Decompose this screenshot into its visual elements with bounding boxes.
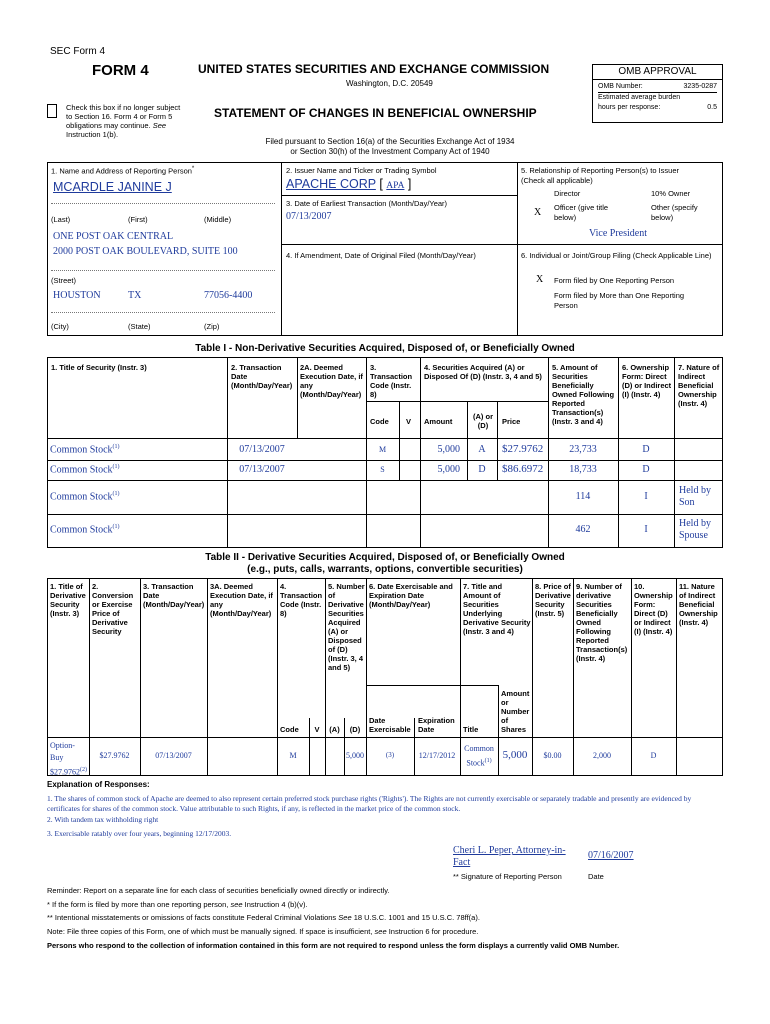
no-longer-subject-checkbox[interactable] bbox=[47, 104, 57, 118]
note-4: Persons who respond to the collection of information contained in this form are not required to respond unless the form displays a currently valid OMB Number. bbox=[47, 941, 620, 950]
t1-row4-owned: 462 bbox=[575, 524, 591, 535]
omb-title: OMB APPROVAL bbox=[593, 65, 722, 80]
last-label: (Last) bbox=[51, 215, 71, 224]
amendment-label: 4. If Amendment, Date of Original Filed (Month/Day/Year) bbox=[286, 251, 476, 260]
state-value: TX bbox=[128, 290, 142, 301]
t1-row1-date: 07/13/2007 bbox=[239, 444, 285, 455]
t2-h5: 5. Number of Derivative Securities Acquired (A) or Disposed of (D) (Instr. 3, 4 and 5) bbox=[328, 582, 365, 672]
checkbox-instructions: Check this box if no longer subject to Section 16. Form 4 or Form 5 obligations may continue. See Instruction 1(b). bbox=[66, 103, 181, 139]
sec-form-label: SEC Form 4 bbox=[50, 46, 106, 57]
signature-date: 07/16/2007 bbox=[588, 850, 634, 861]
t1-row2-owned: 18,733 bbox=[569, 464, 597, 475]
t1-ad: (A) or (D) bbox=[473, 412, 493, 430]
first-label: (First) bbox=[128, 215, 148, 224]
director-option[interactable]: Director bbox=[554, 189, 581, 198]
street-label: (Street) bbox=[51, 276, 77, 285]
footnote-2: 2. With tandem tax withholding right bbox=[47, 815, 159, 824]
t1-row3-form: I bbox=[644, 491, 648, 502]
more-persons-option[interactable]: Form filed by More than One Reporting Person bbox=[554, 291, 685, 310]
zip-value: 77056-4400 bbox=[204, 290, 253, 301]
t2-h10: 10. Ownership Form: Direct (D) or Indirect (I) (Instr. 4) bbox=[634, 582, 673, 636]
t2-row-exercisable: (3) bbox=[385, 751, 395, 759]
filing-check-mark: X bbox=[536, 274, 544, 285]
officer-option[interactable]: Officer (give title below) bbox=[554, 203, 609, 222]
t2-h3a: 3A. Deemed Execution Date, if any (Month/Day/Year) bbox=[210, 582, 273, 618]
location: Washington, D.C. 20549 bbox=[346, 79, 433, 88]
t1-row3-nature: Held by Son bbox=[679, 485, 711, 508]
t1-row2-amount: 5,000 bbox=[437, 464, 460, 475]
t1-h3: 3. Transaction Code (Instr. 8) bbox=[370, 363, 413, 399]
t1-h2a: 2A. Deemed Execution Date, if any (Month/Day/Year) bbox=[300, 363, 363, 399]
t1-row4-nature: Held by Spouse bbox=[679, 518, 711, 541]
t1-h4: 4. Securities Acquired (A) or Disposed Of (D) (Instr. 3, 4 and 5) bbox=[424, 363, 542, 381]
signature-label: ** Signature of Reporting Person bbox=[453, 872, 562, 881]
t2-h9: 9. Number of derivative Securities Beneficially Owned Following Reported Transaction(s) (Instr. 4) bbox=[576, 582, 628, 663]
t2-row-expiration: 12/17/2012 bbox=[418, 751, 456, 760]
footnote-3: 3. Exercisable ratably over four years, beginning 12/17/2003. bbox=[47, 829, 232, 838]
ten-percent-owner-option[interactable]: 10% Owner bbox=[651, 189, 691, 198]
t2-row-underlying-title: Common Stock$^{(1)}$ bbox=[464, 744, 494, 768]
officer-title: Vice President bbox=[589, 228, 647, 239]
omb-number-label: OMB Number: bbox=[598, 83, 643, 90]
t2-h7: 7. Title and Amount of Securities Underlying Derivative Security (Instr. 3 and 4) bbox=[463, 582, 531, 636]
t2-date-exercisable: Date Exercisable bbox=[369, 716, 411, 734]
t1-h5: 5. Amount of Securities Beneficially Owned Following Reported Transaction(s) (Instr. 3 and 4) bbox=[552, 363, 615, 426]
t2-amount: Amount or Number of Shares bbox=[501, 689, 530, 734]
t1-row3-title: Common Stock$^{(1)}$ bbox=[50, 491, 120, 503]
address-line-1: ONE POST OAK CENTRAL bbox=[53, 231, 174, 242]
t2-h8: 8. Price of Derivative Security (Instr. 5) bbox=[535, 582, 571, 618]
officer-check-mark: X bbox=[534, 207, 542, 218]
t2-code: Code bbox=[280, 725, 299, 734]
t1-row1-code: M bbox=[378, 445, 387, 454]
transaction-date-label: 3. Date of Earliest Transaction (Month/Day/Year) bbox=[286, 199, 448, 208]
city-value: HOUSTON bbox=[53, 290, 101, 301]
t2-row-form: D bbox=[650, 751, 657, 760]
t1-v: V bbox=[406, 417, 412, 426]
other-option[interactable]: Other (specify below) bbox=[651, 203, 698, 222]
commission-title: UNITED STATES SECURITIES AND EXCHANGE COMMISSION bbox=[198, 62, 550, 76]
t1-row2-code: S bbox=[380, 465, 385, 474]
hours-value: 0.5 bbox=[707, 104, 717, 111]
t1-row2-title: Common Stock$^{(1)}$ bbox=[50, 464, 120, 476]
form-title: FORM 4 bbox=[92, 62, 149, 79]
omb-approval-box bbox=[592, 64, 723, 123]
issuer-name: APACHE CORP [ APA ] bbox=[286, 177, 412, 191]
t2-expiration: Expiration Date bbox=[418, 716, 455, 734]
t1-row3-owned: 114 bbox=[575, 491, 591, 502]
earliest-transaction-date: 07/13/2007 bbox=[286, 211, 332, 222]
t2-row-price: $0.00 bbox=[543, 751, 562, 760]
note-3: Note: File three copies of this Form, one of which must be manually signed. If space is insufficient, see Instruction 6 for procedure. bbox=[47, 927, 479, 936]
reporting-person-label: 1. Name and Address of Reporting Person* bbox=[51, 166, 195, 176]
t1-h6: 6. Ownership Form: Direct (D) or Indirect (I) (Instr. 4) bbox=[622, 363, 672, 399]
t2-row-code: M bbox=[289, 751, 297, 760]
t1-row1-price: $27.9762 bbox=[502, 443, 544, 455]
one-person-option[interactable]: Form filed by One Reporting Person bbox=[554, 276, 675, 285]
explanation-title: Explanation of Responses: bbox=[47, 780, 150, 789]
middle-label: (Middle) bbox=[204, 215, 232, 224]
t1-row1-amount: 5,000 bbox=[437, 444, 460, 455]
t2-h1: 1. Title of Derivative Security (Instr. 3) bbox=[50, 582, 86, 618]
t2-d: (D) bbox=[349, 725, 361, 734]
t1-row1-title: Common Stock$^{(1)}$ bbox=[50, 444, 120, 456]
t1-row2-form: D bbox=[642, 464, 650, 475]
t1-code: Code bbox=[370, 417, 389, 426]
t2-h3: 3. Transaction Date (Month/Day/Year) bbox=[143, 582, 205, 609]
t1-row2-date: 07/13/2007 bbox=[239, 464, 285, 475]
t2-title: Title bbox=[463, 725, 479, 734]
state-label: (State) bbox=[128, 322, 151, 331]
reminder-note: Reminder: Report on a separate line for each class of securities beneficially owned directly or indirectly. bbox=[47, 886, 390, 895]
table1-title: Table I - Non-Derivative Securities Acquired, Disposed of, or Beneficially Owned bbox=[195, 343, 575, 354]
city-label: (City) bbox=[51, 322, 69, 331]
zip-label: (Zip) bbox=[204, 322, 220, 331]
t2-row-conversion: $27.9762 bbox=[99, 751, 130, 760]
footnote-1: 1. The shares of common stock of Apache are deemed to also represent certain preferred stock purchase rights ('Rights'). The Rights are not currently exercisable or separately tradable and presently are evidenced by certificates for shares of the common stock. Value attributable to such Rights, if any, is reflected in the market price of the common stock. bbox=[47, 794, 692, 813]
t2-h2: 2. Conversion or Exercise Price of Derivative Security bbox=[92, 582, 134, 636]
t1-h2: 2. Transaction Date (Month/Day/Year) bbox=[231, 363, 293, 390]
omb-number-value: 3235-0287 bbox=[683, 83, 717, 90]
statement-title: STATEMENT OF CHANGES IN BENEFICIAL OWNERSHIP bbox=[214, 106, 537, 120]
t1-h1: 1. Title of Security (Instr. 3) bbox=[51, 363, 147, 372]
t1-row4-title: Common Stock$^{(1)}$ bbox=[50, 524, 120, 536]
t1-row1-owned: 23,733 bbox=[569, 444, 597, 455]
hours-label: hours per response: bbox=[598, 104, 661, 111]
date-label: Date bbox=[588, 872, 604, 881]
t2-row-title: Option- Buy $27.9762$^{(2)}$ bbox=[50, 741, 87, 777]
t1-row2-price: $86.6972 bbox=[502, 463, 544, 475]
note-1: * If the form is filed by more than one reporting person, see Instruction 4 (b)(v). bbox=[47, 900, 308, 909]
address-line-2: 2000 POST OAK BOULEVARD, SUITE 100 bbox=[53, 246, 238, 257]
t2-row-amount: 5,000 bbox=[502, 749, 528, 761]
t2-h4: 4. Transaction Code (Instr. 8) bbox=[280, 582, 323, 618]
issuer-label: 2. Issuer Name and Ticker or Trading Symbol bbox=[286, 166, 437, 175]
filed-pursuant: Filed pursuant to Section 16(a) of the Securities Exchange Act of 1934 or Section 30(h) of the Investment Company Act of 1940 bbox=[265, 137, 515, 156]
t1-row2-ad: D bbox=[478, 464, 486, 475]
relationship-label: 5. Relationship of Reporting Person(s) to Issuer (Check all applicable) bbox=[521, 166, 679, 185]
t1-row4-form: I bbox=[644, 524, 648, 535]
t2-row-owned: 2,000 bbox=[593, 751, 611, 760]
burden-label: Estimated average burden bbox=[598, 94, 681, 101]
t2-row-date: 07/13/2007 bbox=[155, 751, 192, 760]
t1-row1-form: D bbox=[642, 444, 650, 455]
t1-price: Price bbox=[502, 417, 521, 426]
t2-h6: 6. Date Exercisable and Expiration Date (Month/Day/Year) bbox=[369, 582, 453, 609]
t1-row1-ad: A bbox=[478, 444, 486, 455]
reporting-person-name: MCARDLE JANINE J bbox=[53, 180, 172, 194]
note-2: ** Intentional misstatements or omissions of facts constitute Federal Criminal Violations See 18 U.S.C. 1001 and 15 U.S.C. 78ff(a). bbox=[47, 913, 480, 922]
table2-title: Table II - Derivative Securities Acquired, Disposed of, or Beneficially Owned (e.g., puts, calls, warrants, options, convertible securities) bbox=[205, 552, 565, 575]
signature-name: Cheri L. Peper, Attorney-in-Fact bbox=[453, 845, 566, 868]
t2-a: (A) bbox=[329, 725, 340, 734]
t1-amount: Amount bbox=[424, 417, 453, 426]
filing-label: 6. Individual or Joint/Group Filing (Check Applicable Line) bbox=[521, 251, 712, 260]
t2-h11: 11. Nature of Indirect Beneficial Ownership (Instr. 4) bbox=[679, 582, 718, 627]
t2-v: V bbox=[314, 725, 320, 734]
t1-h7: 7. Nature of Indirect Beneficial Ownership (Instr. 4) bbox=[678, 363, 720, 408]
t2-row-disposed: 5,000 bbox=[346, 751, 364, 760]
